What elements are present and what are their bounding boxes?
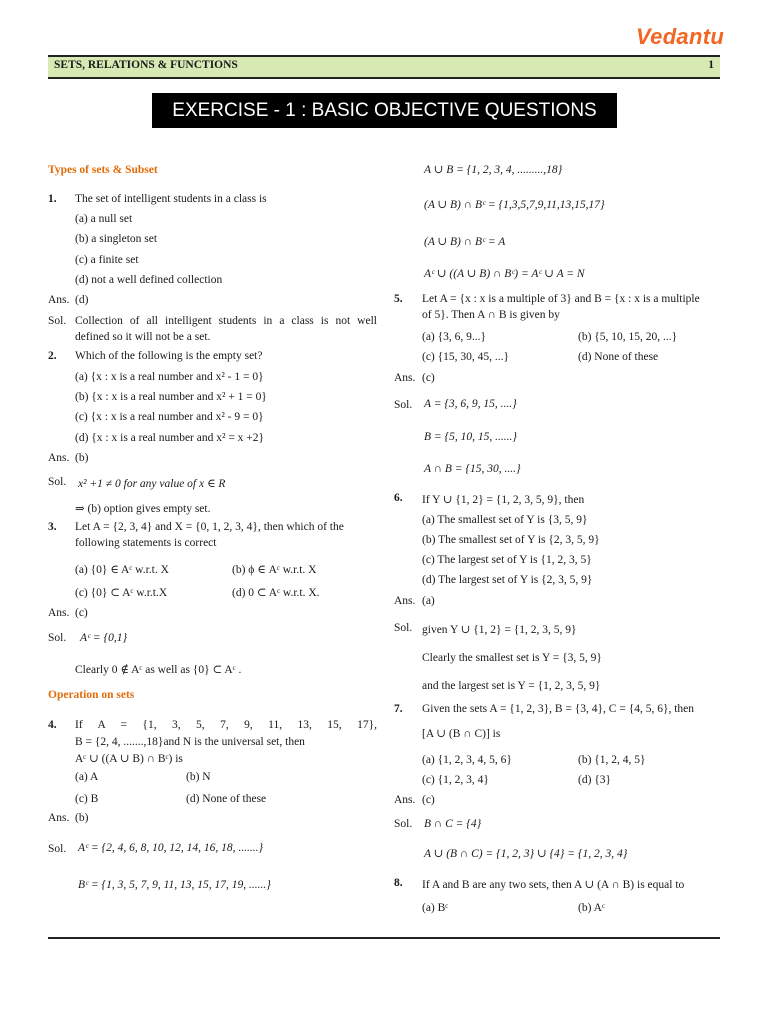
q2-solution-line2: ⇒ (b) option gives empty set.: [75, 503, 211, 515]
q8-text: If A and B are any two sets, then A ∪ (A ∩ B) is equal to: [422, 879, 685, 891]
q4-option-a: (a) A: [75, 771, 99, 783]
q3-text-line2: following statements is correct: [75, 537, 217, 549]
q3-option-a: (a) {0} ∈ Aᶜ w.r.t. X: [75, 564, 169, 576]
q3-text-line1: Let A = {2, 3, 4} and X = {0, 1, 2, 3, 4}, then which of the: [75, 521, 344, 533]
chapter-title: SETS, RELATIONS & FUNCTIONS: [54, 59, 238, 71]
q6-solution-line1: given Y ∪ {1, 2} = {1, 2, 3, 5, 9}: [422, 624, 577, 636]
q3-answer: (c): [75, 607, 88, 619]
q6-option-d: (d) The largest set of Y is {2, 3, 5, 9}: [422, 574, 593, 586]
q5-option-d: (d) None of these: [578, 351, 659, 363]
section-heading-operations: Operation on sets: [48, 689, 135, 701]
q7-option-d: (d) {3}: [578, 774, 612, 786]
q4-text-line3: Aᶜ ∪ ((A ∪ B) ∩ Bᶜ) is: [75, 753, 183, 765]
q7-text-line1: Given the sets A = {1, 2, 3}, B = {3, 4}, C = {4, 5, 6}, then: [422, 703, 695, 715]
q8-option-b: (b) Aᶜ: [578, 902, 605, 914]
q7-option-c: (c) {1, 2, 3, 4}: [422, 774, 489, 786]
q1-option-b: (b) a singleton set: [75, 233, 158, 245]
q3-solution-line2: Clearly 0 ∉ Aᶜ as well as {0} ⊂ Aᶜ .: [75, 664, 242, 676]
page-number: 1: [708, 59, 714, 71]
q4-option-d: (d) None of these: [186, 793, 267, 805]
q6-sol-label: Sol.: [394, 622, 413, 634]
q2-answer: (b): [75, 452, 89, 464]
q7-text-line2: [A ∪ (B ∩ C)] is: [422, 728, 501, 740]
q4-option-c: (c) B: [75, 793, 99, 805]
vedantu-logo: Vedantu: [636, 24, 725, 49]
q5-number: 5.: [394, 293, 403, 305]
q4-text-line1: If A = {1, 3, 5, 7, 9, 11, 13, 15, 17},: [75, 719, 377, 731]
q4-solution-line5: (A ∪ B) ∩ Bᶜ = A: [424, 236, 506, 248]
q6-solution-line2: Clearly the smallest set is Y = {3, 5, 9}: [422, 652, 602, 664]
q6-option-c: (c) The largest set of Y is {1, 2, 3, 5}: [422, 554, 592, 566]
q2-option-d: (d) {x : x is a real number and x² = x +2}: [75, 432, 265, 444]
q4-ans-label: Ans.: [48, 812, 70, 824]
q5-option-b: (b) {5, 10, 15, 20, ...}: [578, 331, 678, 343]
q2-number: 2.: [48, 350, 57, 362]
q8-number: 8.: [394, 877, 403, 889]
q5-sol-label: Sol.: [394, 399, 413, 411]
q2-ans-label: Ans.: [48, 452, 70, 464]
q7-solution-line2: A ∪ (B ∩ C) = {1, 2, 3} ∪ {4} = {1, 2, 3, 4}: [424, 848, 628, 860]
q1-solution-line2: defined so it will not be a set.: [75, 331, 211, 343]
q5-ans-label: Ans.: [394, 372, 416, 384]
q1-answer: (d): [75, 294, 89, 306]
q5-solution-line1: A = {3, 6, 9, 15, ....}: [424, 398, 517, 410]
q8-option-a: (a) Bᶜ: [422, 902, 449, 914]
q3-number: 3.: [48, 521, 57, 533]
q3-option-c: (c) {0} ⊂ Aᶜ w.r.t.X: [75, 587, 168, 599]
q5-text-line1: Let A = {x : x is a multiple of 3} and B = {x : x is a multiple: [422, 293, 700, 305]
q1-solution-line1: Collection of all intelligent students in a class is not well: [75, 315, 377, 327]
q1-option-c: (c) a finite set: [75, 254, 139, 266]
q1-number: 1.: [48, 193, 57, 205]
footer-rule: [48, 937, 720, 939]
exercise-title: EXERCISE - 1 : BASIC OBJECTIVE QUESTIONS: [172, 100, 597, 121]
q4-solution-line3: A ∪ B = {1, 2, 3, 4, .........,18}: [424, 164, 563, 176]
q2-option-a: (a) {x : x is a real number and x² - 1 = 0}: [75, 371, 264, 383]
q7-ans-label: Ans.: [394, 794, 416, 806]
q2-text: Which of the following is the empty set?: [75, 350, 263, 362]
q4-solution-line6: Aᶜ ∪ ((A ∪ B) ∩ Bᶜ) = Aᶜ ∪ A = N: [424, 268, 585, 280]
q4-solution-line2: Bᶜ = {1, 3, 5, 7, 9, 11, 13, 15, 17, 19, ......}: [78, 879, 271, 891]
exercise-title-box: [152, 93, 617, 128]
q4-text-line2: B = {2, 4, .......,18}and N is the universal set, then: [75, 736, 305, 748]
q2-sol-label: Sol.: [48, 476, 67, 488]
q4-solution-line1: Aᶜ = {2, 4, 6, 8, 10, 12, 14, 16, 18, .......}: [78, 842, 264, 854]
q4-sol-label: Sol.: [48, 843, 67, 855]
chapter-header-bar: [48, 55, 720, 79]
q5-answer: (c): [422, 372, 435, 384]
q3-ans-label: Ans.: [48, 607, 70, 619]
q1-option-d: (d) not a well defined collection: [75, 274, 223, 286]
q6-option-a: (a) The smallest set of Y is {3, 5, 9}: [422, 514, 588, 526]
q3-sol-label: Sol.: [48, 632, 67, 644]
q7-option-a: (a) {1, 2, 3, 4, 5, 6}: [422, 754, 512, 766]
q6-answer: (a): [422, 595, 435, 607]
q6-number: 6.: [394, 492, 403, 504]
q5-solution-line3: A ∩ B = {15, 30, ....}: [424, 463, 521, 475]
q7-solution-line1: B ∩ C = {4}: [424, 818, 482, 830]
q6-text: If Y ∪ {1, 2} = {1, 2, 3, 5, 9}, then: [422, 494, 585, 506]
q2-solution-line1: x² +1 ≠ 0 for any value of x ∈ R: [78, 478, 226, 490]
q4-answer: (b): [75, 812, 89, 824]
q7-number: 7.: [394, 703, 403, 715]
q6-solution-line3: and the largest set is Y = {1, 2, 3, 5, 9}: [422, 680, 601, 692]
q1-option-a: (a) a null set: [75, 213, 133, 225]
q4-option-b: (b) N: [186, 771, 211, 783]
q3-option-d: (d) 0 ⊂ Aᶜ w.r.t. X.: [232, 587, 320, 599]
q2-option-b: (b) {x : x is a real number and x² + 1 = 0}: [75, 391, 267, 403]
q6-ans-label: Ans.: [394, 595, 416, 607]
q1-ans-label: Ans.: [48, 294, 70, 306]
q6-option-b: (b) The smallest set of Y is {2, 3, 5, 9}: [422, 534, 600, 546]
section-heading-types: Types of sets & Subset: [48, 164, 158, 176]
q4-number: 4.: [48, 719, 57, 731]
q7-answer: (c): [422, 794, 435, 806]
q7-option-b: (b) {1, 2, 4, 5}: [578, 754, 646, 766]
q1-sol-label: Sol.: [48, 315, 67, 327]
q4-solution-line4: (A ∪ B) ∩ Bᶜ = {1,3,5,7,9,11,13,15,17}: [424, 199, 605, 211]
q5-solution-line2: B = {5, 10, 15, ......}: [424, 431, 517, 443]
q5-text-line2: of 5}. Then A ∩ B is given by: [422, 309, 560, 321]
q5-option-c: (c) {15, 30, 45, ...}: [422, 351, 510, 363]
q7-sol-label: Sol.: [394, 818, 413, 830]
q3-option-b: (b) ϕ ∈ Aᶜ w.r.t. X: [232, 564, 317, 576]
q3-solution-line1: Aᶜ = {0,1}: [80, 632, 128, 644]
q1-text: The set of intelligent students in a class is: [75, 193, 267, 205]
q5-option-a: (a) {3, 6, 9...}: [422, 331, 487, 343]
q2-option-c: (c) {x : x is a real number and x² - 9 = 0}: [75, 411, 264, 423]
